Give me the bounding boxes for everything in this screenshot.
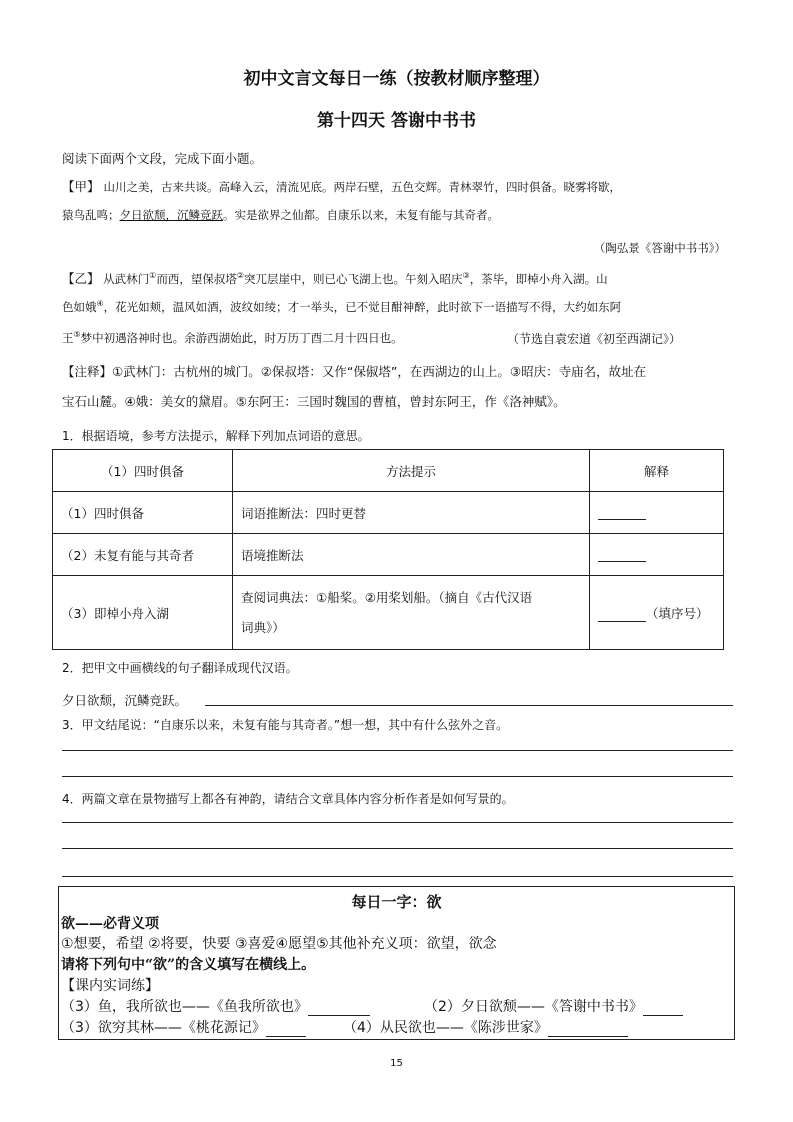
practice-item-text: （4）从民欲也——《陈涉世家》 <box>343 1020 548 1036</box>
table-cell-answer[interactable] <box>590 492 724 534</box>
practice-item <box>61 1017 306 1037</box>
practice-item-text: （3）欲穷其林——《桃花源记》 <box>61 1020 266 1036</box>
passage-a-line2 <box>62 207 499 223</box>
passage-a-text-2b: 。实是欲界之仙都。自康乐以来，未复有能与其奇者。 <box>223 208 499 222</box>
passage-b-text: 色如娥 <box>62 300 97 314</box>
note-marker: ② <box>236 271 245 281</box>
passage-b-source: （节选自袁宏道《初至西湖记》） <box>507 332 682 346</box>
note-marker: ① <box>149 271 157 281</box>
practice-tag: 【课内实词练】 <box>61 978 159 994</box>
table-header: （1）四时俱备 <box>53 450 233 492</box>
table-header-row <box>53 450 724 492</box>
daily-word-meanings: ①想要，希望 ②将要，快要 ③喜爱④愿望⑤其他补充义项：欲望，欲念 <box>61 936 497 952</box>
question-1: 1．根据语境，参考方法提示，解释下列加点词语的意思。 <box>62 429 370 443</box>
table-cell-word: （3）即棹小舟入湖 <box>53 576 233 650</box>
passage-b-tag: 【乙】 <box>62 271 100 286</box>
method-line: 词典》） <box>241 619 285 635</box>
passage-a-underlined-sentence: 夕日欲颓，沉鳞竞跃 <box>119 208 223 222</box>
passage-b-text: 梦中初遇洛神时也。余游西湖始此，时万历丁酉二月十四日也。 <box>80 331 403 345</box>
question-2-sentence: 夕日欲颓，沉鳞竞跃。 <box>62 693 188 708</box>
passage-a-text-2a: 猿鸟乱鸣； <box>62 208 120 222</box>
passage-b-text: 突兀层崖中，则已心飞湖上也。午刻入昭庆 <box>244 272 463 286</box>
daily-word-box <box>58 886 735 1040</box>
passage-a-tag: 【甲】 <box>62 179 100 194</box>
passage-b-line1 <box>62 269 608 287</box>
answer-blank[interactable] <box>266 1022 306 1037</box>
passage-b-line3 <box>62 330 403 346</box>
answer-line[interactable] <box>62 876 733 877</box>
note-marker: ④ <box>96 299 104 309</box>
page-title: 初中文言文每日一练（按教材顺序整理） <box>243 69 550 89</box>
answer-blank[interactable] <box>598 607 646 622</box>
question-4: 4．两篇文章在景物描写上都各有神韵，请结合文章具体内容分析作者是如何写景的。 <box>62 792 514 806</box>
answer-blank[interactable] <box>308 1001 370 1016</box>
question-3: 3．甲文结尾说：“自康乐以来，未复有能与其奇者。”想一想，其中有什么弦外之音。 <box>62 718 509 732</box>
passage-a-source: （陶弘景《答谢中书书》） <box>593 241 726 255</box>
table-cell-word: （2）未复有能与其奇者 <box>53 534 233 576</box>
passage-b-text: ，茶毕，即棹小舟入湖。山 <box>469 272 608 286</box>
practice-item <box>343 1017 628 1037</box>
note-marker: ⑤ <box>73 330 81 340</box>
practice-item <box>424 996 683 1016</box>
answer-line[interactable] <box>62 776 733 777</box>
passage-b-text: ，花光如颊，温风如酒，波纹如绫；才一举头，已不觉目酣神醉，此时欲下一语描写不得，大约如东阿 <box>103 300 622 314</box>
passage-b-text: 从武林门 <box>103 272 150 286</box>
table-cell-answer[interactable] <box>590 576 724 650</box>
table-header: 方法提示 <box>233 450 590 492</box>
answer-blank[interactable] <box>598 505 646 520</box>
answer-line[interactable] <box>205 705 733 706</box>
table-row <box>53 576 724 650</box>
daily-word-task: 请将下列句中“欲”的含义填写在横线上。 <box>61 957 316 973</box>
answer-line[interactable] <box>62 848 733 849</box>
answer-blank[interactable] <box>548 1022 628 1037</box>
answer-blank[interactable] <box>643 1001 683 1016</box>
passage-a-line1 <box>62 177 621 195</box>
notes-line1: 【注释】①武林门：古杭州的城门。②保叔塔：又作“保俶塔”，在西湖边的山上。③昭庆：寺庙名，故址在 <box>62 364 647 379</box>
note-marker: ③ <box>462 271 470 281</box>
passage-a-text-1: 山川之美，古来共谈。高峰入云，清流见底。两岸石壁，五色交辉。青林翠竹，四时俱备。晓雾将歇， <box>103 180 621 194</box>
answer-blank[interactable] <box>598 547 646 562</box>
table-cell-method <box>233 576 590 650</box>
practice-item-text: （2）夕日欲颓——《答谢中书书》 <box>424 999 643 1015</box>
table-row <box>53 534 724 576</box>
practice-item-text: （3）鱼，我所欲也——《鱼我所欲也》 <box>61 999 308 1015</box>
answer-line[interactable] <box>62 750 733 751</box>
table-cell-answer[interactable] <box>590 534 724 576</box>
question-2: 2．把甲文中画横线的句子翻译成现代汉语。 <box>62 661 298 675</box>
passage-b-text: 王 <box>62 331 74 345</box>
page-subtitle: 第十四天 答谢中书书 <box>317 111 476 131</box>
answer-suffix: （填序号） <box>646 605 709 621</box>
notes-line2: 宝石山麓。④娥：美女的黛眉。⑤东阿王：三国时魏国的曹植，曾封东阿王，作《洛神赋》。 <box>62 394 566 409</box>
table-cell-method: 语境推断法 <box>233 534 590 576</box>
answer-line[interactable] <box>62 822 733 823</box>
method-table <box>52 449 724 650</box>
table-row <box>53 492 724 534</box>
method-line: 查阅词典法：①船桨。②用桨划船。（摘自《古代汉语 <box>241 589 533 605</box>
practice-item <box>61 996 370 1016</box>
passage-b-text: 而西，望保叔塔 <box>156 272 237 286</box>
passage-b-line2 <box>62 299 621 315</box>
table-cell-method: 词语推断法：四时更替 <box>233 492 590 534</box>
table-cell-word: （1）四时俱备 <box>53 492 233 534</box>
daily-word-heading: 每日一字：欲 <box>351 893 442 911</box>
daily-word-sub: 欲——必背义项 <box>61 916 159 932</box>
table-header: 解释 <box>590 450 724 492</box>
instruction: 阅读下面两个文段，完成下面小题。 <box>62 151 263 166</box>
page-number: 15 <box>390 1058 403 1069</box>
